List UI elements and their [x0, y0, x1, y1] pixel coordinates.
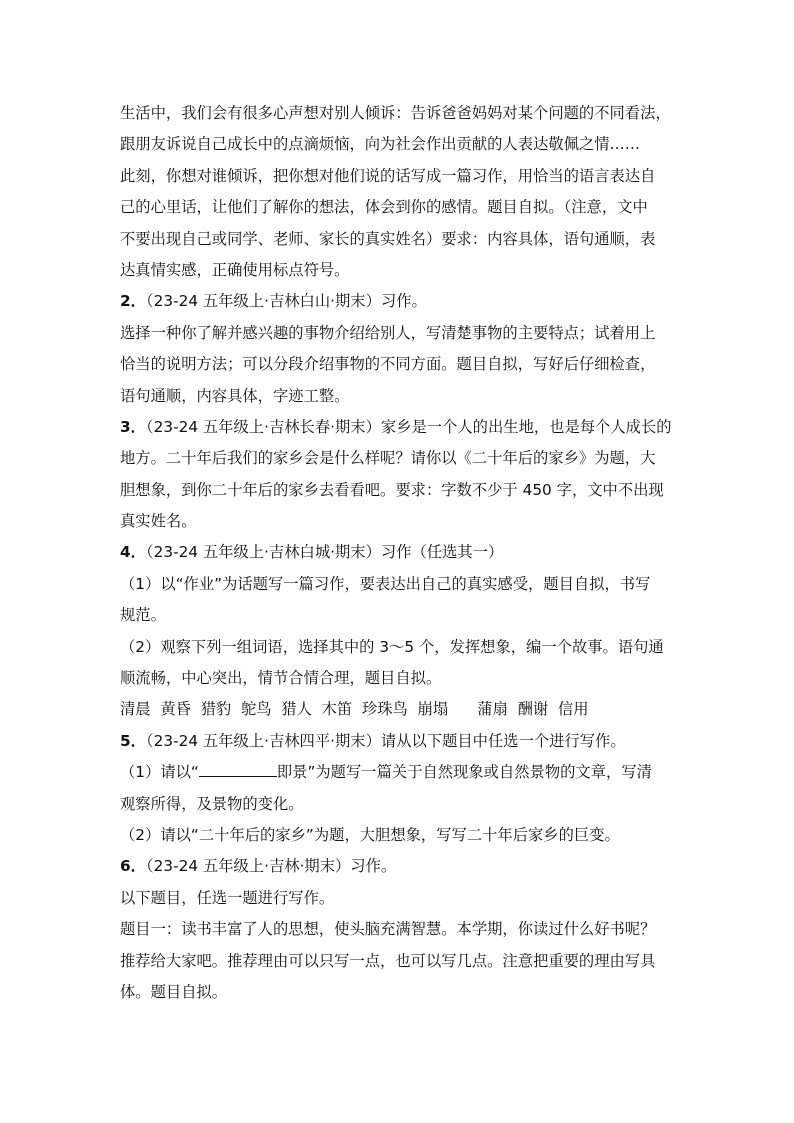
question-4-line: （1）以“作业”为话题写一篇习作，要表达出自己的真实感受，题目自拟，书写	[120, 574, 651, 593]
question-4-heading	[120, 537, 680, 568]
question-6-heading	[120, 851, 680, 882]
prompt-prefix: （1）请以“	[120, 763, 199, 782]
question-number: 6．	[120, 857, 146, 876]
question-2-line: 语句通顺，内容具体，字迹工整。	[120, 386, 350, 405]
question-5-heading	[120, 726, 680, 757]
question-6-line: 以下题目，任选一题进行写作。	[120, 888, 335, 907]
fill-in-blank	[199, 762, 277, 777]
question-number: 4．	[120, 543, 146, 562]
word-list: 清晨 黄昏 猎豹 鸵鸟 猎人 木笛 珍珠鸟 崩塌 蒲扇 酬谢 信用	[120, 700, 589, 719]
intro-line: 生活中，我们会有很多心声想对别人倾诉：告诉爸爸妈妈对某个问题的不同看法，	[120, 104, 671, 122]
question-source: （23-24 五年级上·吉林白城·期末）习作（任选其一）	[145, 543, 504, 562]
question-5-line: （2）请以“二十年后的家乡”为题，大胆想象，写写二十年后家乡的巨变。	[120, 825, 620, 844]
question-4-line: （2）观察下列一组词语，选择其中的 3～5 个，发挥想象，编一个故事。语句通	[120, 637, 664, 656]
question-3-line: 地方。二十年后我们的家乡会是什么样呢？请你以《二十年后的家乡》为题，大	[120, 449, 656, 468]
question-2-line: 恰当的说明方法；可以分段介绍事物的不同方面。题目自拟，写好后仔细检查，	[120, 355, 656, 374]
question-number: 5．	[120, 731, 146, 750]
question-2-line: 选择一种你了解并感兴趣的事物介绍给别人，写清楚事物的主要特点；试着用上	[120, 323, 656, 342]
document-body	[120, 98, 680, 1008]
question-6-line: 题目一：读书丰富了人的思想，使头脑充满智慧。本学期，你读过什么好书呢？	[120, 920, 656, 939]
question-source: （23-24 五年级上·吉林四平·期末）请从以下题目中任选一个进行写作。	[145, 731, 626, 750]
question-3-line: 真实姓名。	[120, 512, 197, 531]
question-3-heading	[120, 412, 680, 443]
question-source: （23-24 五年级上·吉林·期末）习作。	[145, 857, 397, 876]
intro-line: 己的心里话，让他们了解你的想法，体会到你的感情。题目自拟。（注意，文中	[120, 198, 648, 217]
question-2-heading	[120, 286, 680, 317]
intro-line: 达真情实感，正确使用标点符号。	[120, 260, 350, 279]
intro-line: 跟朋友诉说自己成长中的点滴烦恼，向为社会作出贡献的人表达敬佩之情……	[120, 135, 641, 154]
question-source: （23-24 五年级上·吉林白山·期末）习作。	[145, 292, 427, 311]
intro-line: 此刻，你想对谁倾诉，把你想对他们说的话写成一篇习作，用恰当的语言表达自	[120, 166, 656, 185]
question-number: 2．	[120, 292, 146, 311]
intro-line: 不要出现自己或同学、老师、家长的真实姓名）要求：内容具体，语句通顺，表	[120, 229, 656, 248]
question-4-line: 规范。	[120, 606, 166, 625]
question-number: 3．	[120, 417, 146, 436]
question-5-line: 观察所得，及景物的变化。	[120, 794, 304, 813]
question-6-line: 体。题目自拟。	[120, 982, 228, 1001]
question-6-line: 推荐给大家吧。推荐理由可以只写一点，也可以写几点。注意把重要的理由写具	[120, 951, 656, 970]
prompt-suffix: 即景”为题写一篇关于自然现象或自然景物的文章，写清	[276, 763, 652, 782]
question-5-line	[120, 757, 680, 788]
question-3-line: 胆想象，到你二十年后的家乡去看看吧。要求：字数不少于 450 字，文中不出现	[120, 480, 664, 499]
question-4-line: 顺流畅，中心突出，情节合情合理，题目自拟。	[120, 669, 442, 688]
question-source: （23-24 五年级上·吉林长春·期末）家乡是一个人的出生地，也是每个人成长的	[145, 417, 672, 436]
